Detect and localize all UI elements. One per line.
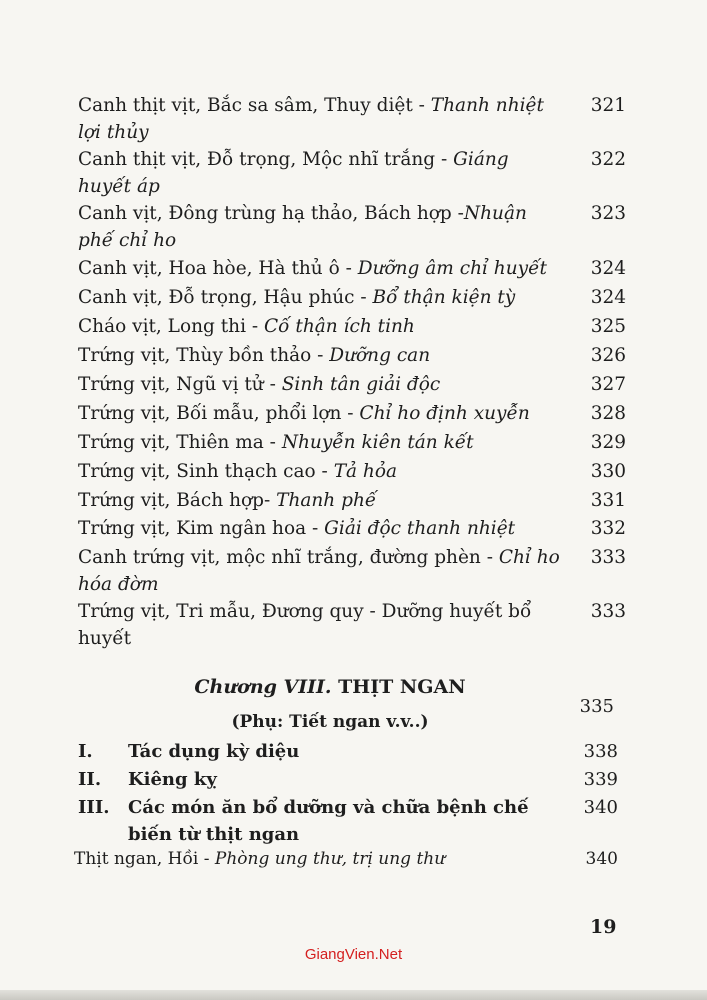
section-entry <box>78 738 618 765</box>
toc-entry <box>78 92 626 146</box>
toc-entry <box>78 313 626 340</box>
toc-entry-title: Canh vịt, Đỗ trọng, Hậu phúc - Bổ thận kiện tỳ <box>78 287 516 308</box>
toc-entry-page: 323 <box>590 203 626 224</box>
toc-entry <box>78 284 626 311</box>
toc-entry-title: Trứng vịt, Thiên ma - Nhuyễn kiên tán kết <box>78 432 474 453</box>
section-number: III. <box>78 797 110 818</box>
section-label: Các món ăn bổ dưỡng và chữa bệnh chế biến từ thịt ngan <box>128 797 529 845</box>
toc-entry <box>78 487 626 514</box>
toc-entry <box>78 255 626 282</box>
toc-entry-title: Trứng vịt, Sinh thạch cao - Tả hỏa <box>78 461 398 482</box>
toc-entry <box>78 458 626 485</box>
toc-entry-title: Canh thịt vịt, Bắc sa sâm, Thuy diệt - Thanh nhiệt lợi thủy <box>78 95 544 143</box>
section-label: Kiêng kỵ <box>128 769 217 790</box>
toc-entry-page: 327 <box>590 374 626 395</box>
toc-entry-page: 328 <box>590 403 626 424</box>
toc-entry-page: 331 <box>590 490 626 511</box>
chapter-page: 335 <box>579 696 614 717</box>
toc-entry-page: 332 <box>590 518 626 539</box>
toc-entry <box>78 200 626 254</box>
toc-entry-page: 326 <box>590 345 626 366</box>
chapter-subtitle: (Phụ: Tiết ngan v.v..) <box>231 712 429 732</box>
page-edge <box>0 990 707 1000</box>
toc-entry-page: 329 <box>590 432 626 453</box>
toc-entry: Thịt ngan, Hồi - Phòng ung thư, trị ung thư 340 <box>74 846 618 873</box>
toc-entry-title: Cháo vịt, Long thi - Cố thận ích tinh <box>78 316 415 337</box>
toc-entry <box>78 371 626 398</box>
toc-entry-title: Trứng vịt, Kim ngân hoa - Giải độc thanh nhiệt <box>78 518 516 539</box>
toc-entry <box>78 515 626 542</box>
toc-entry <box>78 146 626 200</box>
toc-entry-page: 333 <box>590 601 626 622</box>
toc-entry <box>78 598 626 652</box>
toc-entry <box>78 544 626 598</box>
toc-entry-page: 330 <box>590 461 626 482</box>
toc-entry-title: Trứng vịt, Bối mẫu, phổi lợn - Chỉ ho định xuyễn <box>78 403 530 424</box>
section-page: 339 <box>583 769 618 790</box>
section-label: Tác dụng kỳ diệu <box>128 741 300 762</box>
toc-entry-title: Canh vịt, Hoa hòe, Hà thủ ô - Dưỡng âm chỉ huyết <box>78 258 547 279</box>
toc-entry-page: 340 <box>585 849 618 869</box>
toc-entry-title: Trứng vịt, Thùy bồn thảo - Dưỡng can <box>78 345 431 366</box>
section-number: II. <box>78 769 102 790</box>
toc-entry-title: Canh thịt vịt, Đỗ trọng, Mộc nhĩ trắng - Giáng huyết áp <box>78 149 509 197</box>
toc-entry-page: 324 <box>590 258 626 279</box>
section-page: 340 <box>583 797 618 818</box>
toc-entry <box>78 342 626 369</box>
toc-entry-title: Canh vịt, Đông trùng hạ thảo, Bách hợp -Nhuận phế chỉ ho <box>78 203 527 251</box>
toc-entry-page: 325 <box>590 316 626 337</box>
chapter-heading: Chương VIII. THỊT NGAN <box>194 676 466 698</box>
toc-entry-title: Canh trứng vịt, mộc nhĩ trắng, đường phèn - Chỉ ho hóa đờm <box>78 547 560 595</box>
toc-entry-page: 321 <box>590 95 626 116</box>
toc-entry <box>78 429 626 456</box>
toc-entry-page: 324 <box>590 287 626 308</box>
section-entry <box>78 766 618 793</box>
toc-entry-title: Trứng vịt, Ngũ vị tử - Sinh tân giải độc <box>78 374 441 395</box>
toc-entry-page: 333 <box>590 547 626 568</box>
page-number: 19 <box>590 916 617 938</box>
section-number: I. <box>78 741 93 762</box>
section-page: 338 <box>583 741 618 762</box>
toc-entry <box>78 400 626 427</box>
toc-entry-page: 322 <box>590 149 626 170</box>
watermark: GiangVien.Net <box>304 946 403 963</box>
section-entry <box>78 794 618 848</box>
toc-entry-title: Trứng vịt, Bách hợp- Thanh phế <box>78 490 377 511</box>
toc-entry-title: Trứng vịt, Tri mẫu, Đương quy - Dưỡng huyết bổ huyết <box>78 601 532 649</box>
